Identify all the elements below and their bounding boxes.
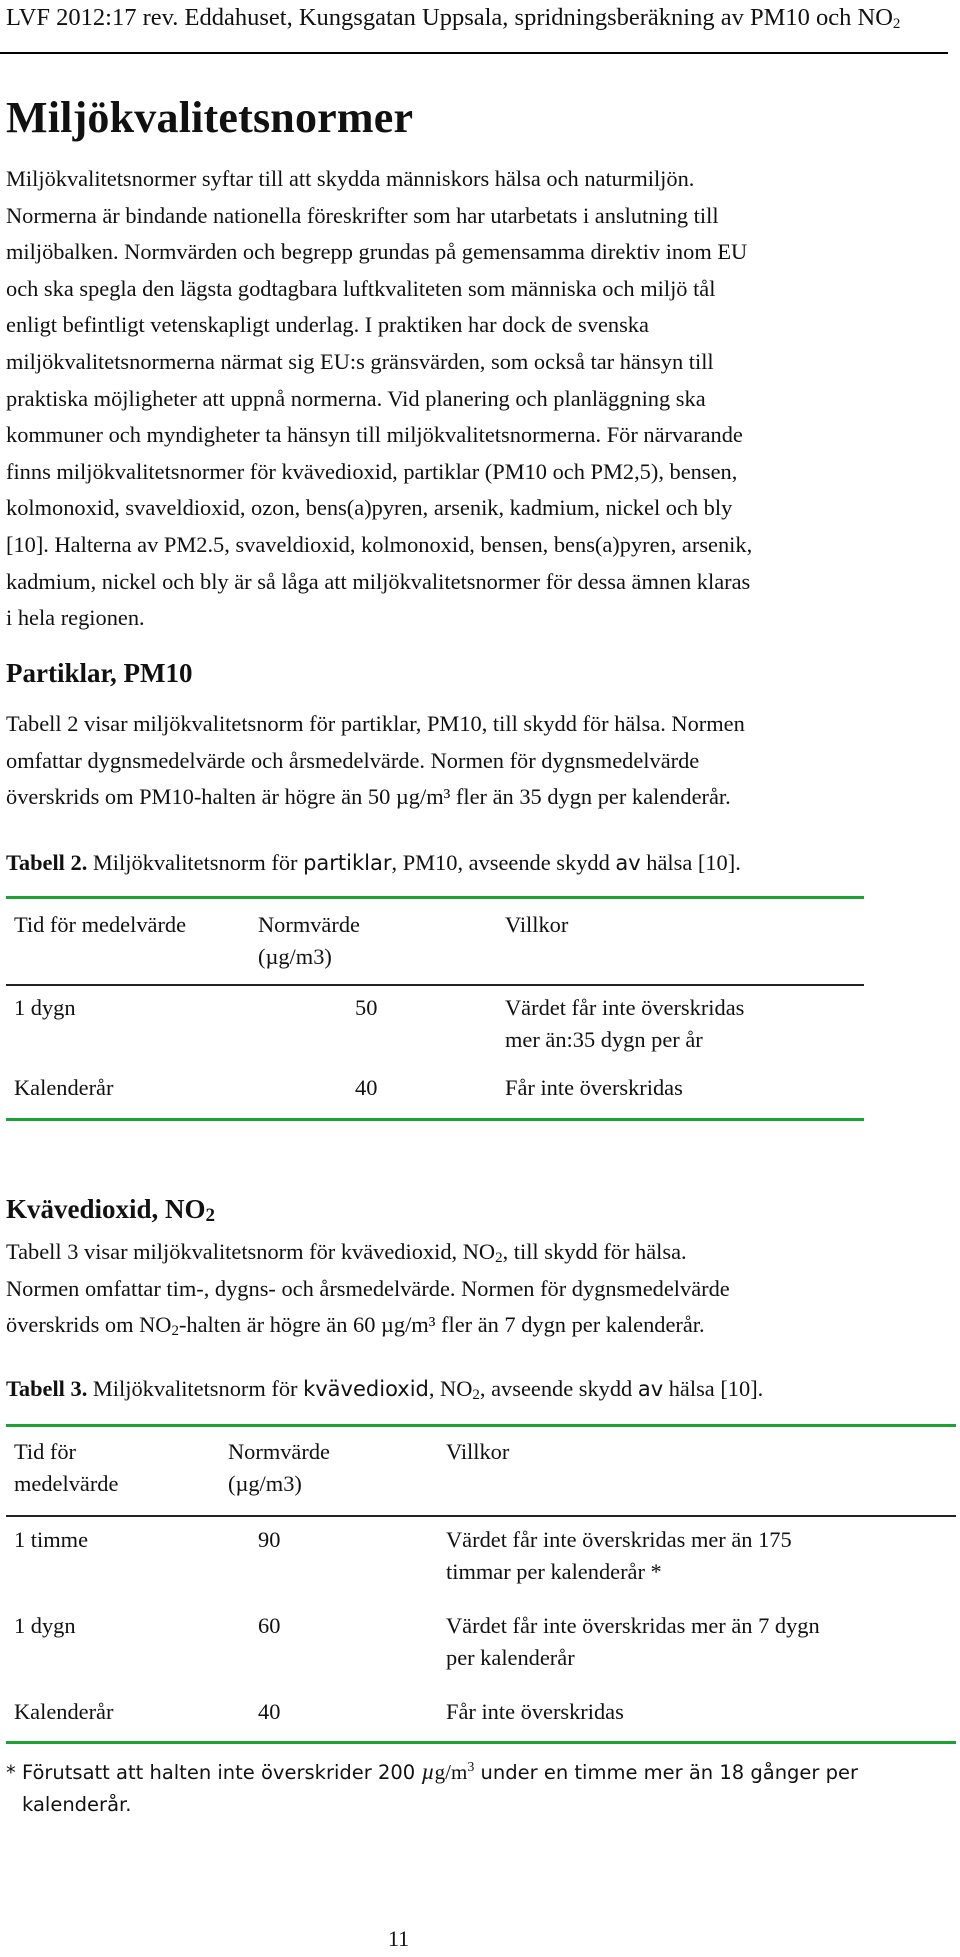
cell-text: Värdet får inte överskridas mer än 7 dygn <box>446 1613 820 1638</box>
caption-text: kvävedioxid <box>303 1377 429 1401</box>
header-cell: Normvärde <box>228 1439 330 1464</box>
table-3-top-rule <box>6 1424 956 1427</box>
cell-text: 40 <box>258 1699 281 1724</box>
no2-heading-text: Kvävedioxid, NO <box>6 1194 206 1224</box>
table-2-caption-label: Tabell 2. <box>6 850 88 875</box>
running-header-subscript: 2 <box>892 16 901 32</box>
row-period <box>14 1696 113 1728</box>
table-3-caption-label: Tabell 3. <box>6 1376 88 1401</box>
row-period <box>14 992 76 1024</box>
superscript: 3 <box>467 1760 475 1775</box>
cell-text: 40 <box>355 1075 378 1100</box>
no2-heading-subscript: 2 <box>205 1205 216 1226</box>
header-cell: Villkor <box>446 1439 510 1464</box>
cell-text: per kalenderår <box>446 1645 575 1670</box>
text: g/m <box>434 1760 468 1784</box>
row-condition <box>446 1696 624 1728</box>
caption-text: av <box>615 851 641 875</box>
row-period <box>14 1072 113 1104</box>
table-2-top-rule <box>6 896 864 899</box>
cell-text: 60 <box>258 1613 281 1638</box>
intro-line: enligt befintligt vetenskapligt underlag. I praktiken har dock de svenska <box>6 312 649 338</box>
intro-line: Normerna är bindande nationella föreskrifter som har utarbetats i anslutning till <box>6 202 719 228</box>
subscript: 2 <box>495 1250 503 1266</box>
caption-text: Miljökvalitetsnorm för <box>87 850 304 875</box>
text: Tabell 3 visar miljökvalitetsnorm för kvävedioxid, NO <box>6 1239 496 1264</box>
caption-text: hälsa [10]. <box>663 1376 764 1401</box>
cell-text: 90 <box>258 1527 281 1552</box>
text: överskrids om NO <box>6 1312 172 1338</box>
footnote-line <box>6 1752 946 1789</box>
header-cell: (µg/m3) <box>258 944 332 969</box>
header-cell: medelvärde <box>14 1471 119 1496</box>
caption-text: hälsa [10]. <box>640 850 741 875</box>
intro-paragraph <box>6 161 946 637</box>
table-3-header-value <box>228 1436 330 1500</box>
subscript: 2 <box>472 1387 480 1403</box>
cell-text: 1 timme <box>14 1527 89 1552</box>
cell-text: Kalenderår <box>14 1699 114 1724</box>
text: under en timme mer än 18 gånger per <box>474 1761 859 1784</box>
table-2-header-condition <box>505 909 568 941</box>
table-3-header-rule <box>6 1515 956 1517</box>
table-3-bottom-rule <box>6 1741 956 1744</box>
header-cell: Tid för <box>14 1439 77 1464</box>
table-3-header-period <box>14 1436 118 1500</box>
intro-line: Miljökvalitetsnormer syftar till att skydda människors hälsa och naturmiljön. <box>6 166 695 191</box>
caption-text: Miljökvalitetsnorm för <box>87 1376 304 1401</box>
row-condition <box>505 992 744 1056</box>
intro-line: praktiska möjligheter att uppnå normerna. Vid planering och planläggning ska <box>6 385 706 411</box>
text: -halten är högre än 60 µg/m³ fler än 7 dygn per kalenderår. <box>178 1312 705 1338</box>
intro-line: finns miljökvalitetsnormer för kvävedioxid, partiklar (PM10 och PM2,5), bensen, <box>6 458 738 484</box>
header-cell: Normvärde <box>258 912 360 937</box>
row-condition <box>446 1610 820 1674</box>
table-2-header-period <box>14 909 186 941</box>
table-2-header-value <box>258 909 360 973</box>
header-rule <box>0 52 948 54</box>
caption-text: , PM10, avseende skydd <box>391 850 616 875</box>
intro-line: i hela regionen. <box>6 605 145 631</box>
running-header <box>6 2 900 40</box>
cell-text: Får inte överskridas <box>505 1075 683 1100</box>
caption-text: , avseende skydd <box>479 1376 638 1401</box>
intro-line: miljökvalitetsnormerna närmat sig EU:s gränsvärden, som också tar hänsyn till <box>6 348 714 374</box>
intro-line: och ska spegla den lägsta godtagbara luftkvaliteten som människa och miljö tål <box>6 275 716 301</box>
intro-line: kadmium, nickel och bly är så låga att miljökvalitetsnormer för dessa ämnen klaras <box>6 568 751 594</box>
row-value <box>258 1524 280 1556</box>
header-cell: Tid för medelvärde <box>14 912 187 937</box>
cell-text: timmar per kalenderår * <box>446 1559 662 1584</box>
pm10-heading: Partiklar, PM10 <box>6 658 193 688</box>
cell-text: 1 dygn <box>14 1613 76 1638</box>
row-value <box>258 1610 280 1642</box>
header-cell: Villkor <box>505 912 569 937</box>
subscript: 2 <box>171 1323 179 1340</box>
caption-text: av <box>637 1377 664 1401</box>
pm10-line: omfattar dygnsmedelvärde och årsmedelvärde. Normen för dygnsmedelvärde <box>6 747 700 773</box>
cell-text: 50 <box>355 995 378 1020</box>
caption-text: , NO <box>428 1376 473 1401</box>
no2-line: Normen omfattar tim-, dygns- och årsmedelvärde. Normen för dygnsmedelvärde <box>6 1275 730 1301</box>
cell-text: Kalenderår <box>14 1075 114 1100</box>
table-2-caption <box>6 848 741 878</box>
pm10-line: Tabell 2 visar miljökvalitetsnorm för partiklar, PM10, till skydd för hälsa. Normen <box>6 711 745 736</box>
page-title: Miljökvalitetsnormer <box>6 93 414 142</box>
row-period <box>14 1524 88 1556</box>
running-header-text: LVF 2012:17 rev. Eddahuset, Kungsgatan Uppsala, spridningsberäkning av PM10 och NO <box>6 4 893 31</box>
intro-line: kolmonoxid, svaveldioxid, ozon, bens(a)pyren, arsenik, kadmium, nickel och bly <box>6 495 733 521</box>
table-3-footnote <box>6 1752 946 1821</box>
table-2-header-rule <box>6 984 864 986</box>
row-condition <box>446 1524 792 1588</box>
header-cell: (µg/m3) <box>228 1471 302 1496</box>
no2-line <box>6 1307 946 1344</box>
row-condition <box>505 1072 683 1104</box>
table-3-header-condition <box>446 1436 509 1468</box>
row-value <box>355 992 377 1024</box>
footnote-line: kalenderår. <box>22 1793 132 1816</box>
no2-heading <box>6 1192 215 1233</box>
text: * Förutsatt att halten inte överskrider 200 <box>6 1761 422 1784</box>
intro-line: miljöbalken. Normvärden och begrepp grundas på gemensamma direktiv inom EU <box>6 239 748 265</box>
cell-text: Värdet får inte överskridas <box>505 995 745 1020</box>
no2-paragraph <box>6 1234 946 1344</box>
row-value <box>355 1072 377 1104</box>
table-2-bottom-rule <box>6 1118 864 1121</box>
row-value <box>258 1696 280 1728</box>
pm10-line: överskrids om PM10-halten är högre än 50 µg/m³ fler än 35 dygn per kalenderår. <box>6 784 731 810</box>
cell-text: Värdet får inte överskridas mer än 175 <box>446 1527 792 1552</box>
row-period <box>14 1610 76 1642</box>
cell-text: mer än:35 dygn per år <box>505 1027 703 1052</box>
no2-line <box>6 1234 946 1271</box>
intro-line: kommuner och myndigheter ta hänsyn till miljökvalitetsnormerna. För närvarande <box>6 422 743 448</box>
caption-text: partiklar <box>303 851 392 875</box>
page-number: 11 <box>388 1926 410 1951</box>
cell-text: Får inte överskridas <box>446 1699 624 1724</box>
cell-text: 1 dygn <box>14 995 76 1020</box>
pm10-paragraph <box>6 706 946 816</box>
mu-symbol: µ <box>421 1759 435 1784</box>
intro-line: [10]. Halterna av PM2.5, svaveldioxid, kolmonoxid, bensen, bens(a)pyren, arsenik, <box>6 531 753 557</box>
text: , till skydd för hälsa. <box>502 1239 687 1264</box>
table-3-caption <box>6 1374 763 1410</box>
